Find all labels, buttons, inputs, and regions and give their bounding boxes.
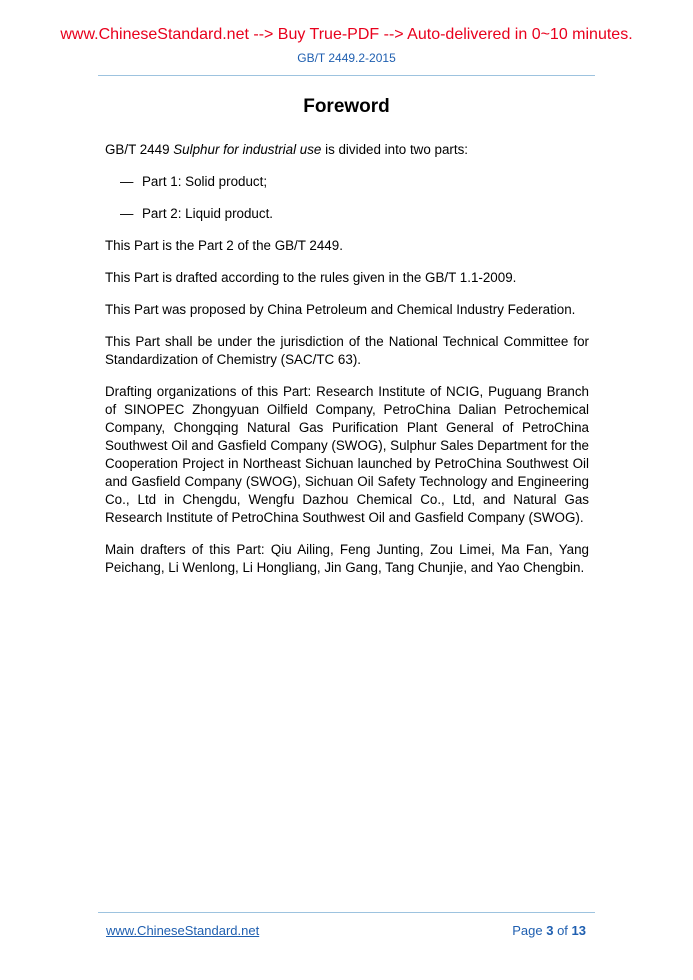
page-of: of: [553, 923, 572, 938]
page-number: [512, 923, 586, 938]
paragraph-drafting-organizations: Drafting organizations of this Part: Research Institute of NCIG, Puguang Branch of SINOPEC Zhongyuan Oilfield Company, PetroChina Dalian Petrochemical Company, Chongqing Natural Gas Purification Plant General of PetroChina Southwest Oil and Gasfield Company (SWOG), Sulphur Sales Department for the Cooperation Project in Northeast Sichuan launched by PetroChina Southwest Oil and Gasfield Company (SWOG), Sichuan Oil Safety Technology and Engineering Co., Ltd in Chengdu, Wengfu Dazhou Chemical Co., Ltd, and Natural Gas Research Institute of PetroChina Southwest Oil and Gasfield Company (SWOG).: [105, 384, 589, 525]
list-item: [105, 173, 589, 191]
list-item-text: Part 1: Solid product;: [142, 174, 268, 189]
list-dash: —: [120, 206, 134, 221]
intro-prefix: GB/T 2449: [105, 142, 174, 157]
list-item-text: Part 2: Liquid product.: [142, 206, 274, 221]
list-dash: —: [120, 174, 134, 189]
page-label: Page: [512, 923, 547, 938]
header-divider: [98, 75, 595, 76]
paragraph-main-drafters: Main drafters of this Part: Qiu Ailing, Feng Junting, Zou Limei, Ma Fan, Yang Peichang, Li Wenlong, Li Hongliang, Jin Gang, Tang Chunjie, and Yao Chengbin.: [105, 542, 589, 575]
paragraph-jurisdiction: This Part shall be under the jurisdiction of the National Technical Committee for Standardization of Chemistry (SAC/TC 63).: [105, 334, 589, 367]
page-current: 3: [546, 923, 554, 938]
intro-italic-title: Sulphur for industrial use: [173, 142, 322, 157]
standard-code: GB/T 2449.2-2015: [297, 51, 396, 65]
paragraph-part-2: This Part is the Part 2 of the GB/T 2449.: [105, 238, 343, 253]
header-banner[interactable]: www.ChineseStandard.net --> Buy True-PDF --> Auto-delivered in 0~10 minutes.: [60, 26, 633, 43]
footer-divider: [98, 912, 595, 913]
intro-suffix: is divided into two parts:: [321, 142, 468, 157]
footer-website-link[interactable]: www.ChineseStandard.net: [106, 923, 260, 938]
page-total: 13: [571, 923, 586, 938]
paragraph-drafting-rules: This Part is drafted according to the rules given in the GB/T 1.1-2009.: [105, 270, 517, 285]
list-item: [105, 205, 589, 223]
document-body: [105, 141, 589, 591]
paragraph-proposed-by: This Part was proposed by China Petroleum and Chemical Industry Federation.: [105, 302, 576, 317]
intro-paragraph: [105, 141, 589, 159]
page-title: Foreword: [303, 96, 390, 117]
